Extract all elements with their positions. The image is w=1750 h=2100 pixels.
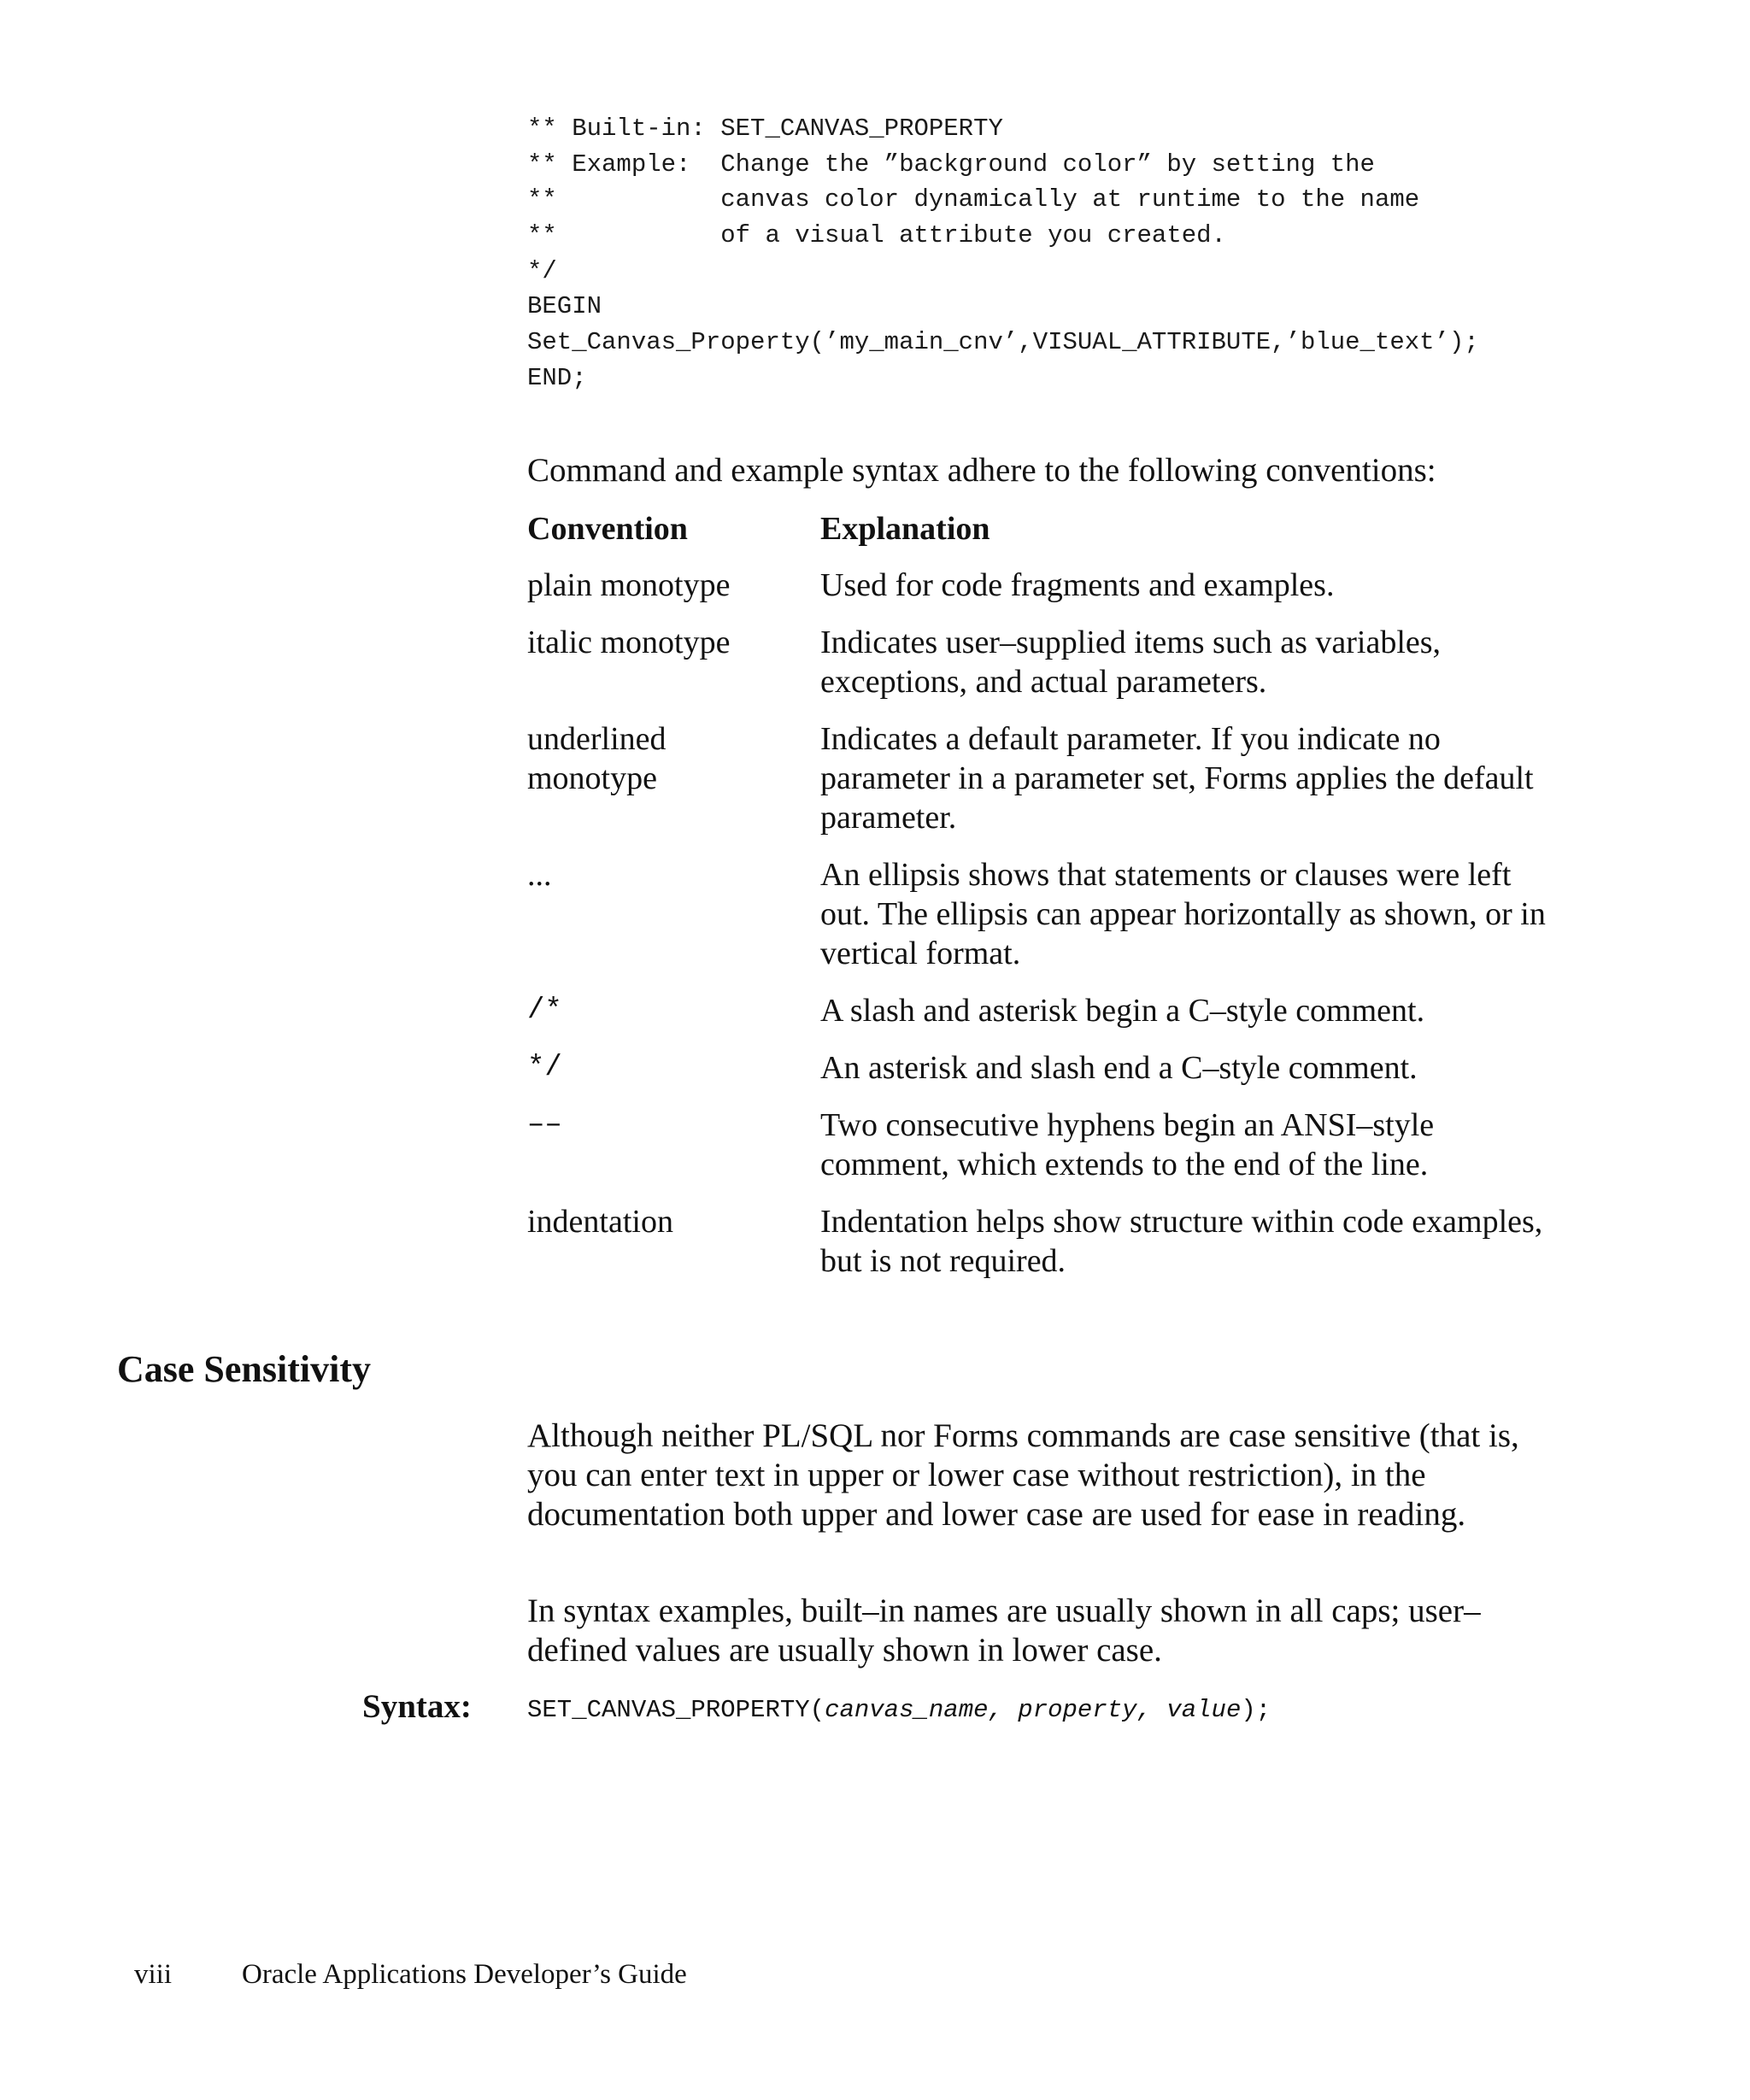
section-heading: Case Sensitivity — [117, 1348, 371, 1390]
code-line: ** Example: Change the ”background color” by setting the — [527, 150, 1375, 179]
case-sensitivity-paragraph-1: Although neither PL/SQL nor Forms commands are case sensitive (that is, you can enter text in upper or lower case without restriction), in the documentation both upper and lower case are used for ease in reading. — [527, 1417, 1519, 1533]
explanation-cell: An ellipsis shows that statements or clauses were left out. The ellipsis can appear horizontally as shown, or in vertical format. — [820, 857, 1546, 971]
syntax-label: Syntax: — [362, 1688, 472, 1725]
convention-cell: */ — [527, 1052, 562, 1084]
code-line: ** Built-in: SET_CANVAS_PROPERTY — [527, 114, 1003, 143]
syntax-arguments: canvas_name, property, value — [825, 1696, 1242, 1724]
table-row — [527, 623, 1553, 701]
footer-title: Oracle Applications Developer’s Guide — [242, 1959, 687, 1990]
code-line: ** of a visual attribute you created. — [527, 221, 1226, 250]
code-line: Set_Canvas_Property(’my_main_cnv’,VISUAL_ATTRIBUTE,’blue_text’); — [527, 328, 1479, 357]
table-row — [527, 1202, 1553, 1281]
table-row — [527, 566, 1553, 605]
explanation-cell: Indicates a default parameter. If you indicate no parameter in a parameter set, Forms applies the default parameter. — [820, 721, 1534, 836]
conventions-table-header — [527, 509, 1553, 548]
convention-cell: ... — [527, 857, 552, 893]
explanation-cell: A slash and asterisk begin a C–style comment. — [820, 993, 1425, 1029]
syntax-code — [527, 1693, 1271, 1728]
table-row — [527, 1106, 1553, 1184]
syntax-function: SET_CANVAS_PROPERTY( — [527, 1696, 825, 1724]
code-line: BEGIN — [527, 292, 602, 321]
convention-cell: plain monotype — [527, 567, 731, 603]
case-sensitivity-paragraph-2: In syntax examples, built–in names are usually shown in all caps; user–defined values are usually shown in lower case. — [527, 1593, 1481, 1669]
table-row — [527, 855, 1553, 973]
table-row — [527, 1048, 1553, 1088]
header-explanation: Explanation — [820, 511, 990, 547]
convention-cell: /* — [527, 994, 562, 1027]
convention-cell: underlined monotype — [527, 721, 667, 796]
syntax-end: ); — [1241, 1696, 1271, 1724]
footer-page-number: viii — [134, 1959, 173, 1990]
code-example — [527, 111, 1638, 396]
explanation-cell: Indicates user–supplied items such as variables, exceptions, and actual parameters. — [820, 625, 1442, 700]
conventions-intro: Command and example syntax adhere to the following conventions: — [527, 452, 1436, 489]
explanation-cell: Used for code fragments and examples. — [820, 567, 1335, 603]
code-line: ** canvas color dynamically at runtime to the name — [527, 185, 1420, 214]
conventions-table — [527, 509, 1553, 1299]
convention-cell: –– — [527, 1109, 562, 1141]
table-row — [527, 719, 1553, 837]
explanation-cell: Two consecutive hyphens begin an ANSI–style comment, which extends to the end of the line. — [820, 1107, 1435, 1182]
explanation-cell: An asterisk and slash end a C–style comment. — [820, 1050, 1418, 1086]
code-line: */ — [527, 256, 557, 285]
table-row — [527, 991, 1553, 1030]
code-line: END; — [527, 363, 587, 392]
convention-cell: italic monotype — [527, 625, 731, 660]
header-convention: Convention — [527, 511, 688, 547]
convention-cell: indentation — [527, 1204, 673, 1240]
explanation-cell: Indentation helps show structure within code examples, but is not required. — [820, 1204, 1543, 1279]
